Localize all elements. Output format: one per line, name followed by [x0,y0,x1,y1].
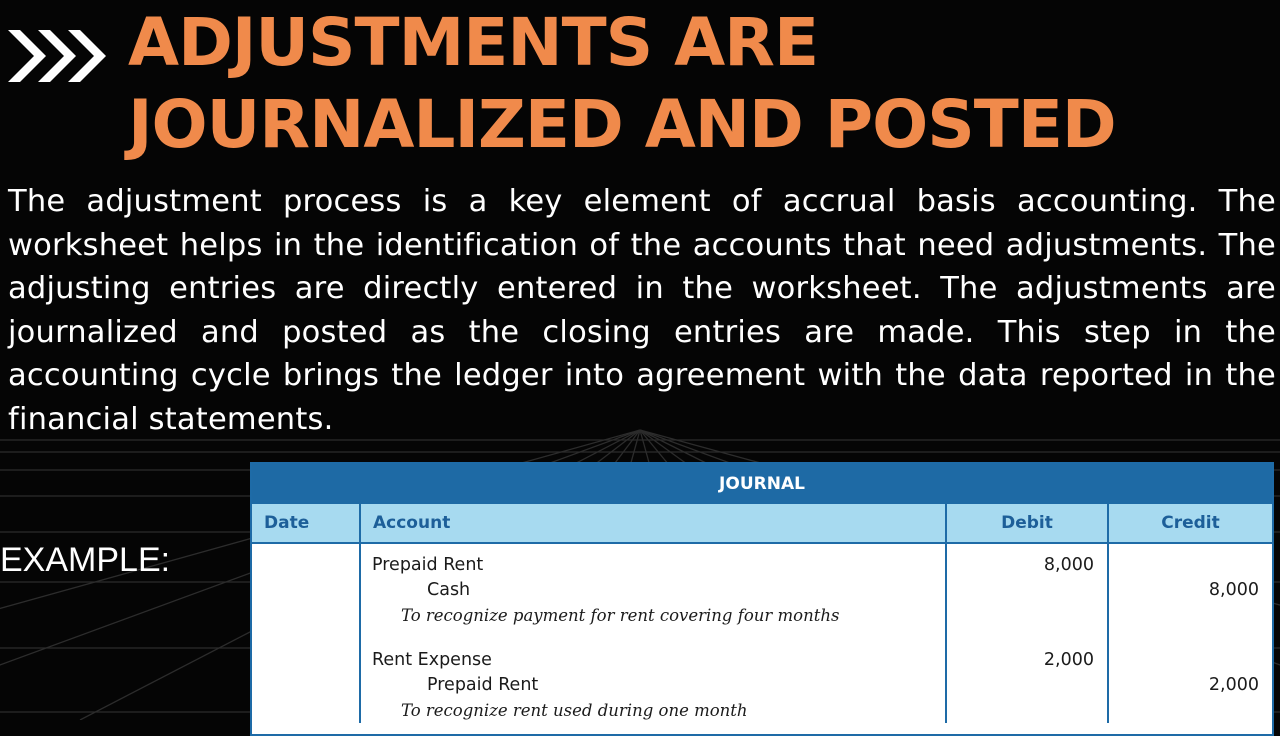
debit-cell [946,543,1108,723]
column-header-debit: Debit [946,504,1108,543]
entry-1-debit-amount: 8,000 [1043,555,1094,575]
journal-table [250,462,1274,736]
description-paragraph: The adjustment process is a key element of accrual basis accounting. The worksheet helps in the identification of the accounts that need adjustments. The adjusting entries are directly entered in the worksheet. The adjustments are journalized and posted as the closing entries are made. This step in the accounting cycle brings the ledger into agreement with the data reported in the financial statements. [8,184,1276,437]
entry-2-debit-account: Rent Expense [372,650,492,670]
title-line-1: ADJUSTMENTS ARE [128,4,819,81]
title-line-2: JOURNALIZED AND POSTED [128,86,1116,163]
triple-chevron-right-icon [8,24,112,88]
column-header-date: Date [252,504,360,543]
account-cell [360,543,946,723]
entry-2-debit-amount: 2,000 [1043,650,1094,670]
entry-1-credit-amount: 8,000 [1208,580,1259,600]
example-label: EXAMPLE: [0,541,171,579]
entry-1-memo: To recognize payment for rent covering four months [401,606,840,625]
entry-2-memo: To recognize rent used during one month [401,701,748,720]
journal-grid [252,504,1272,723]
journal-title: JOURNAL [252,464,1272,504]
entry-2-credit-account: Prepaid Rent [427,675,539,695]
column-header-account: Account [360,504,946,543]
entry-2-credit-amount: 2,000 [1208,675,1259,695]
page-title [128,2,1116,166]
date-cell [252,543,360,723]
column-header-credit: Credit [1108,504,1272,543]
entry-1-credit-account: Cash [427,580,471,600]
entry-1-debit-account: Prepaid Rent [372,555,484,575]
credit-cell [1108,543,1272,723]
journal-column-headers [252,504,1272,543]
journal-body-row [252,543,1272,723]
